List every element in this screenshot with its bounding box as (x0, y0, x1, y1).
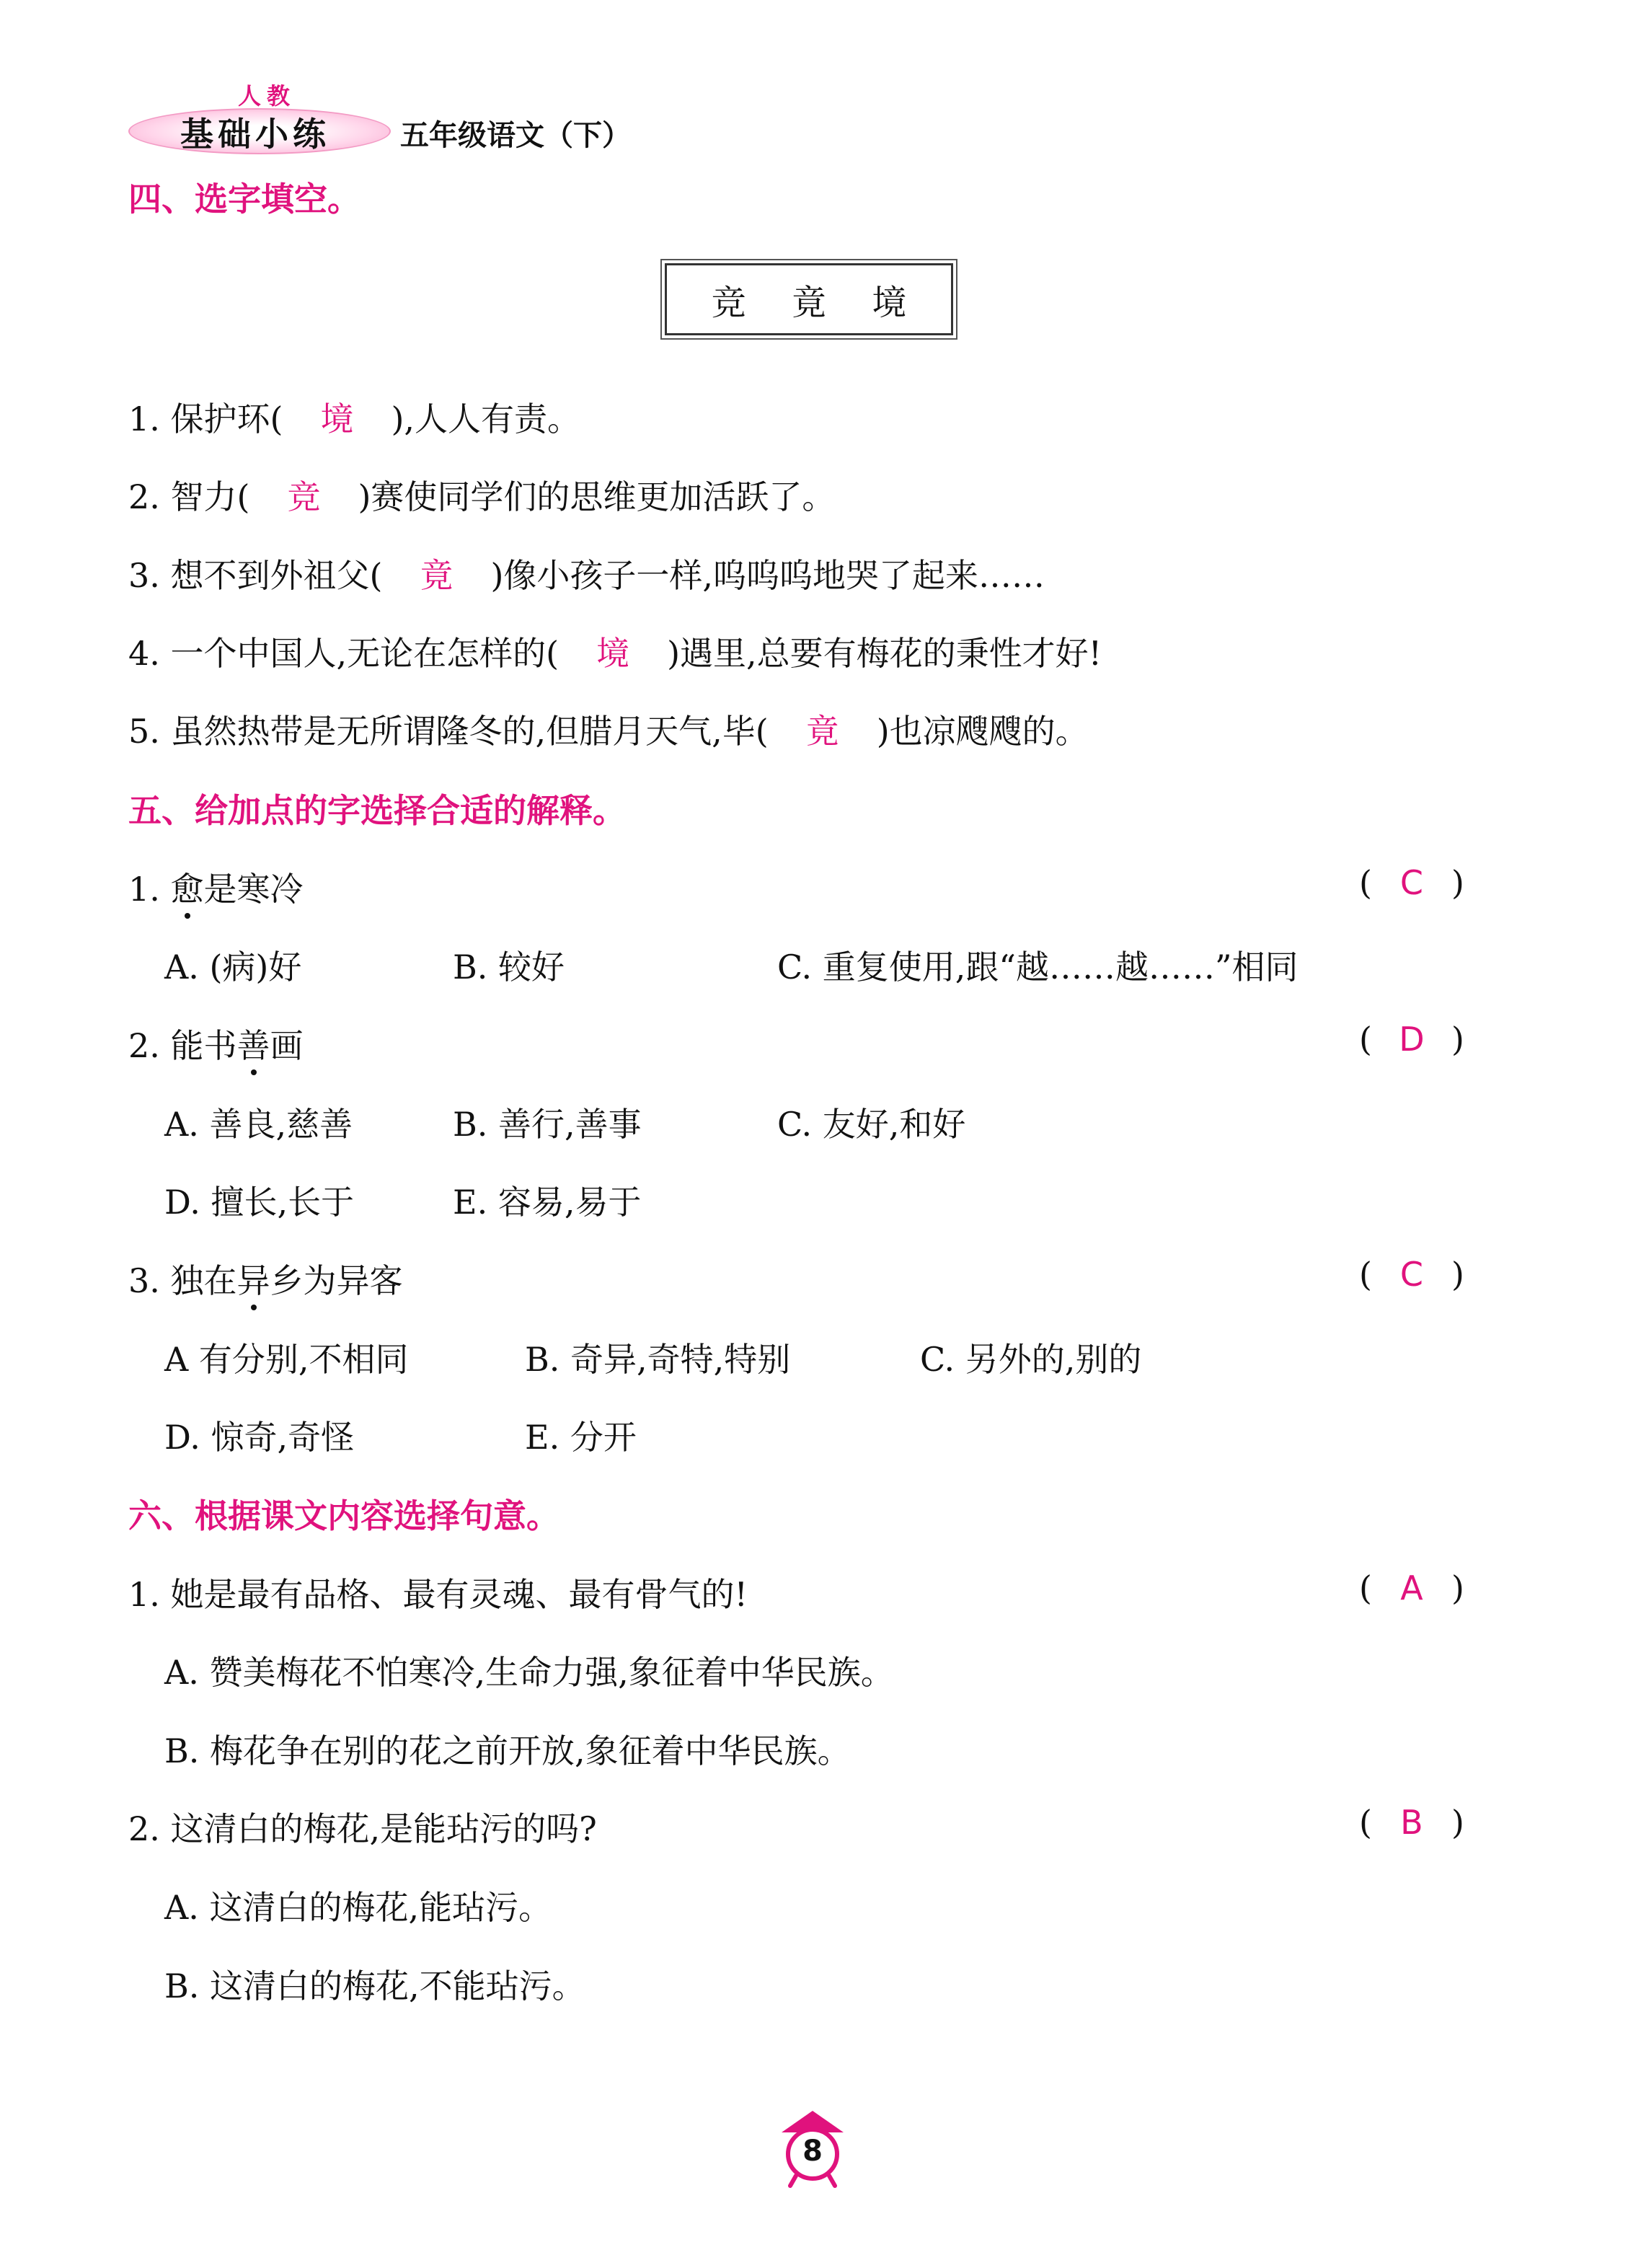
question-5-2: 2. 能书善画 (128, 1026, 304, 1065)
grade-label: 五年级语文（下） (400, 119, 631, 152)
choice-3: 境 (872, 282, 907, 323)
option: C. 友好,和好 (777, 1105, 966, 1144)
option: A. 赞美梅花不怕寒冷,生命力强,象征着中华民族。 (164, 1653, 894, 1692)
fill-item-1: 1. 保护环( 境 ),人人有责。 (128, 393, 580, 441)
question-5-1: 1. 愈是寒冷 (128, 870, 304, 909)
option: B. 奇异,奇特,特别 (525, 1340, 791, 1379)
series-logo: 基础小练 (180, 115, 330, 154)
answer: 境 (596, 634, 630, 673)
fill-item-2: 2. 智力( 竞 )赛使同学们的思维更加活跃了。 (128, 471, 835, 519)
option: A. (病)好 (164, 948, 302, 987)
answer-bracket-5-1: ( C ) (1359, 863, 1464, 902)
option: A. 善良,慈善 (164, 1105, 353, 1144)
option: C. 另外的,别的 (920, 1340, 1142, 1379)
answer: D (1399, 1020, 1425, 1059)
dotted-char: 异 (236, 1261, 270, 1300)
option: B. 梅花争在别的花之前开放,象征着中华民族。 (164, 1731, 851, 1770)
question-6-2: 2. 这清白的梅花,是能玷污的吗? (128, 1809, 597, 1848)
answer: 竟 (420, 556, 454, 595)
answer: 境 (320, 400, 354, 438)
option: B. 这清白的梅花,不能玷污。 (164, 1967, 585, 2006)
question-5-3: 3. 独在异乡为异客 (128, 1261, 403, 1300)
answer-bracket-5-2: ( D ) (1359, 1020, 1464, 1059)
answer: C (1399, 863, 1424, 902)
edition-label: 人教 (238, 82, 296, 110)
answer: B (1400, 1803, 1423, 1842)
section-6-title: 六、根据课文内容选择句意。 (128, 1496, 559, 1535)
answer: 竟 (805, 712, 839, 751)
option: E. 分开 (525, 1418, 637, 1457)
option: E. 容易,易于 (453, 1183, 642, 1222)
option: A 有分别,不相同 (164, 1340, 409, 1379)
option: D. 擅长,长于 (164, 1183, 355, 1222)
answer-bracket-5-3: ( C ) (1359, 1255, 1464, 1294)
dotted-char: 善 (236, 1026, 270, 1065)
section-4-title: 四、选字填空。 (128, 180, 360, 219)
option: B. 善行,善事 (453, 1105, 642, 1144)
page-number: 8 (802, 2135, 823, 2168)
answer: 竞 (287, 477, 321, 516)
choice-2: 竟 (791, 282, 826, 323)
option: B. 较好 (453, 948, 565, 987)
option: C. 重复使用,跟“越……越……”相同 (777, 948, 1299, 987)
choice-1: 竞 (711, 282, 746, 323)
fill-item-4: 4. 一个中国人,无论在怎样的( 境 )遇里,总要有梅花的秉性才好! (128, 627, 1102, 675)
option: D. 惊奇,奇怪 (164, 1418, 355, 1457)
fill-item-3: 3. 想不到外祖父( 竟 )像小孩子一样,呜呜呜地哭了起来…… (128, 550, 1045, 597)
option: A. 这清白的梅花,能玷污。 (164, 1888, 552, 1927)
word-choice-box (665, 263, 953, 335)
section-5-title: 五、给加点的字选择合适的解释。 (128, 791, 626, 830)
answer: A (1400, 1568, 1423, 1607)
answer-bracket-6-2: ( B ) (1359, 1803, 1464, 1842)
answer-bracket-6-1: ( A ) (1359, 1568, 1464, 1607)
dotted-char: 愈 (170, 870, 204, 909)
answer: C (1399, 1255, 1424, 1294)
question-6-1: 1. 她是最有品格、最有灵魂、最有骨气的! (128, 1575, 748, 1614)
fill-item-5: 5. 虽然热带是无所谓隆冬的,但腊月天气,毕( 竟 )也凉飕飕的。 (128, 705, 1089, 753)
